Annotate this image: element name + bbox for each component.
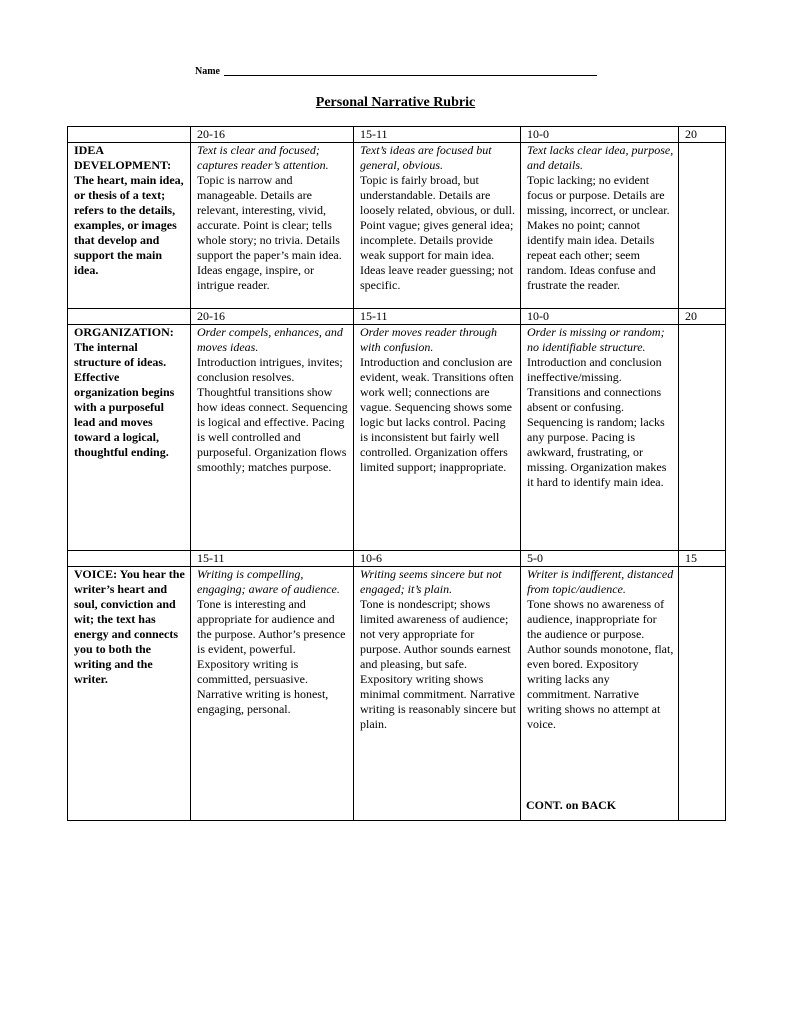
descriptor-body: Introduction and conclusion ineffective/missing. Transitions and connections absent or confusing. Sequencing is random; lacks any purpose. Pacing is awkward, frustrating, or missing. Organization makes it hard to identify main idea. [527, 355, 667, 489]
score-range-row [68, 551, 726, 567]
criterion-row-organization [68, 325, 726, 551]
name-field [195, 66, 597, 77]
score-range: 10-0 [521, 309, 679, 325]
score-range-row [68, 127, 726, 143]
score-range-row [68, 309, 726, 325]
descriptor-body: Tone is interesting and appropriate for audience and the purpose. Author’s presence is evident, powerful. Expository writing is committed, persuasive. Narrative writing is honest, engaging, personal. [197, 597, 346, 716]
descriptor-cell [354, 143, 521, 309]
descriptor-cell [191, 143, 354, 309]
points-possible: 20 [679, 309, 726, 325]
descriptor-cell [521, 567, 679, 821]
descriptor-cell [521, 143, 679, 309]
descriptor-lead: Text is clear and focused; captures reader’s attention. [197, 143, 329, 172]
continued-note: CONT. on BACK [526, 798, 617, 812]
descriptor-lead: Text lacks clear idea, purpose, and details. [527, 143, 674, 172]
name-label: Name [195, 66, 220, 77]
score-range: 15-11 [354, 127, 521, 143]
descriptor-lead: Text’s ideas are focused but general, obvious. [360, 143, 492, 172]
criterion-row-idea-development [68, 143, 726, 309]
score-entry-cell [679, 325, 726, 551]
descriptor-body: Topic is fairly broad, but understandable. Details are loosely related, obvious, or dull. Point vague; gives general idea; incomplete. Details provide weak support for main idea. Ideas leave reader guessing; not specific. [360, 173, 515, 292]
descriptor-body: Introduction intrigues, invites; conclusion resolves. Thoughtful transitions show how ideas connect. Sequencing is logical and effective. Pacing is well controlled and purposeful. Organization flows smoothly; matches purpose. [197, 355, 348, 474]
name-blank-line [224, 75, 597, 76]
score-entry-cell [679, 567, 726, 821]
empty-cell [68, 127, 191, 143]
criterion-label: IDEA DEVELOPMENT: The heart, main idea, or thesis of a text; refers to the details, examples, or images that develop and support the main idea. [68, 143, 191, 309]
page-title: Personal Narrative Rubric [315, 95, 476, 110]
descriptor-body: Topic lacking; no evident focus or purpose. Details are missing, incorrect, or unclear. Makes no point; cannot identify main idea. Details repeat each other; seem random. Ideas confuse and frustrate the reader. [527, 173, 670, 292]
score-entry-cell [679, 143, 726, 309]
empty-cell [68, 551, 191, 567]
criterion-label: VOICE: You hear the writer’s heart and soul, conviction and wit; the text has energy and connects you to both the writing and the writer. [68, 567, 191, 821]
score-range: 10-0 [521, 127, 679, 143]
descriptor-lead: Order compels, enhances, and moves ideas. [197, 325, 343, 354]
descriptor-body: Tone is nondescript; shows limited awareness of audience; not very appropriate for purpose. Author sounds earnest and pleasing, but safe. Expository writing shows minimal commitment. Narrative writing is reasonably sincere but plain. [360, 597, 516, 731]
score-range: 5-0 [521, 551, 679, 567]
descriptor-cell [191, 567, 354, 821]
descriptor-lead: Order moves reader through with confusion. [360, 325, 497, 354]
points-possible: 20 [679, 127, 726, 143]
descriptor-lead: Writer is indifferent, distanced from topic/audience. [527, 567, 674, 596]
descriptor-lead: Order is missing or random; no identifiable structure. [527, 325, 665, 354]
score-range: 20-16 [191, 127, 354, 143]
descriptor-cell [191, 325, 354, 551]
descriptor-body: Topic is narrow and manageable. Details are relevant, interesting, vivid, accurate. Point is clear; tells whole story; no trivia. Details support the paper’s main idea. Ideas engage, inspire, or intrigue reader. [197, 173, 342, 292]
descriptor-body: Tone shows no awareness of audience, inappropriate for the audience or purpose. Author sounds monotone, flat, even bored. Expository writing lacks any commitment. Narrative writing shows no attempt at voice. [527, 597, 674, 731]
descriptor-lead: Writing is compelling, engaging; aware of audience. [197, 567, 340, 596]
descriptor-lead: Writing seems sincere but not engaged; it’s plain. [360, 567, 502, 596]
score-range: 15-11 [191, 551, 354, 567]
descriptor-body: Introduction and conclusion are evident, weak. Transitions often work well; connections are vague. Sequencing shows some logic but lacks control. Pacing is inconsistent but fairly well controlled. Organization offers limited support; inappropriate. [360, 355, 514, 474]
score-range: 20-16 [191, 309, 354, 325]
descriptor-cell [354, 567, 521, 821]
score-range: 15-11 [354, 309, 521, 325]
descriptor-cell [521, 325, 679, 551]
rubric-table [67, 126, 726, 821]
score-range: 10-6 [354, 551, 521, 567]
criterion-row-voice [68, 567, 726, 821]
points-possible: 15 [679, 551, 726, 567]
empty-cell [68, 309, 191, 325]
criterion-label: ORGANIZATION: The internal structure of ideas. Effective organization begins with a purposeful lead and moves toward a logical, thoughtful ending. [68, 325, 191, 551]
descriptor-cell [354, 325, 521, 551]
